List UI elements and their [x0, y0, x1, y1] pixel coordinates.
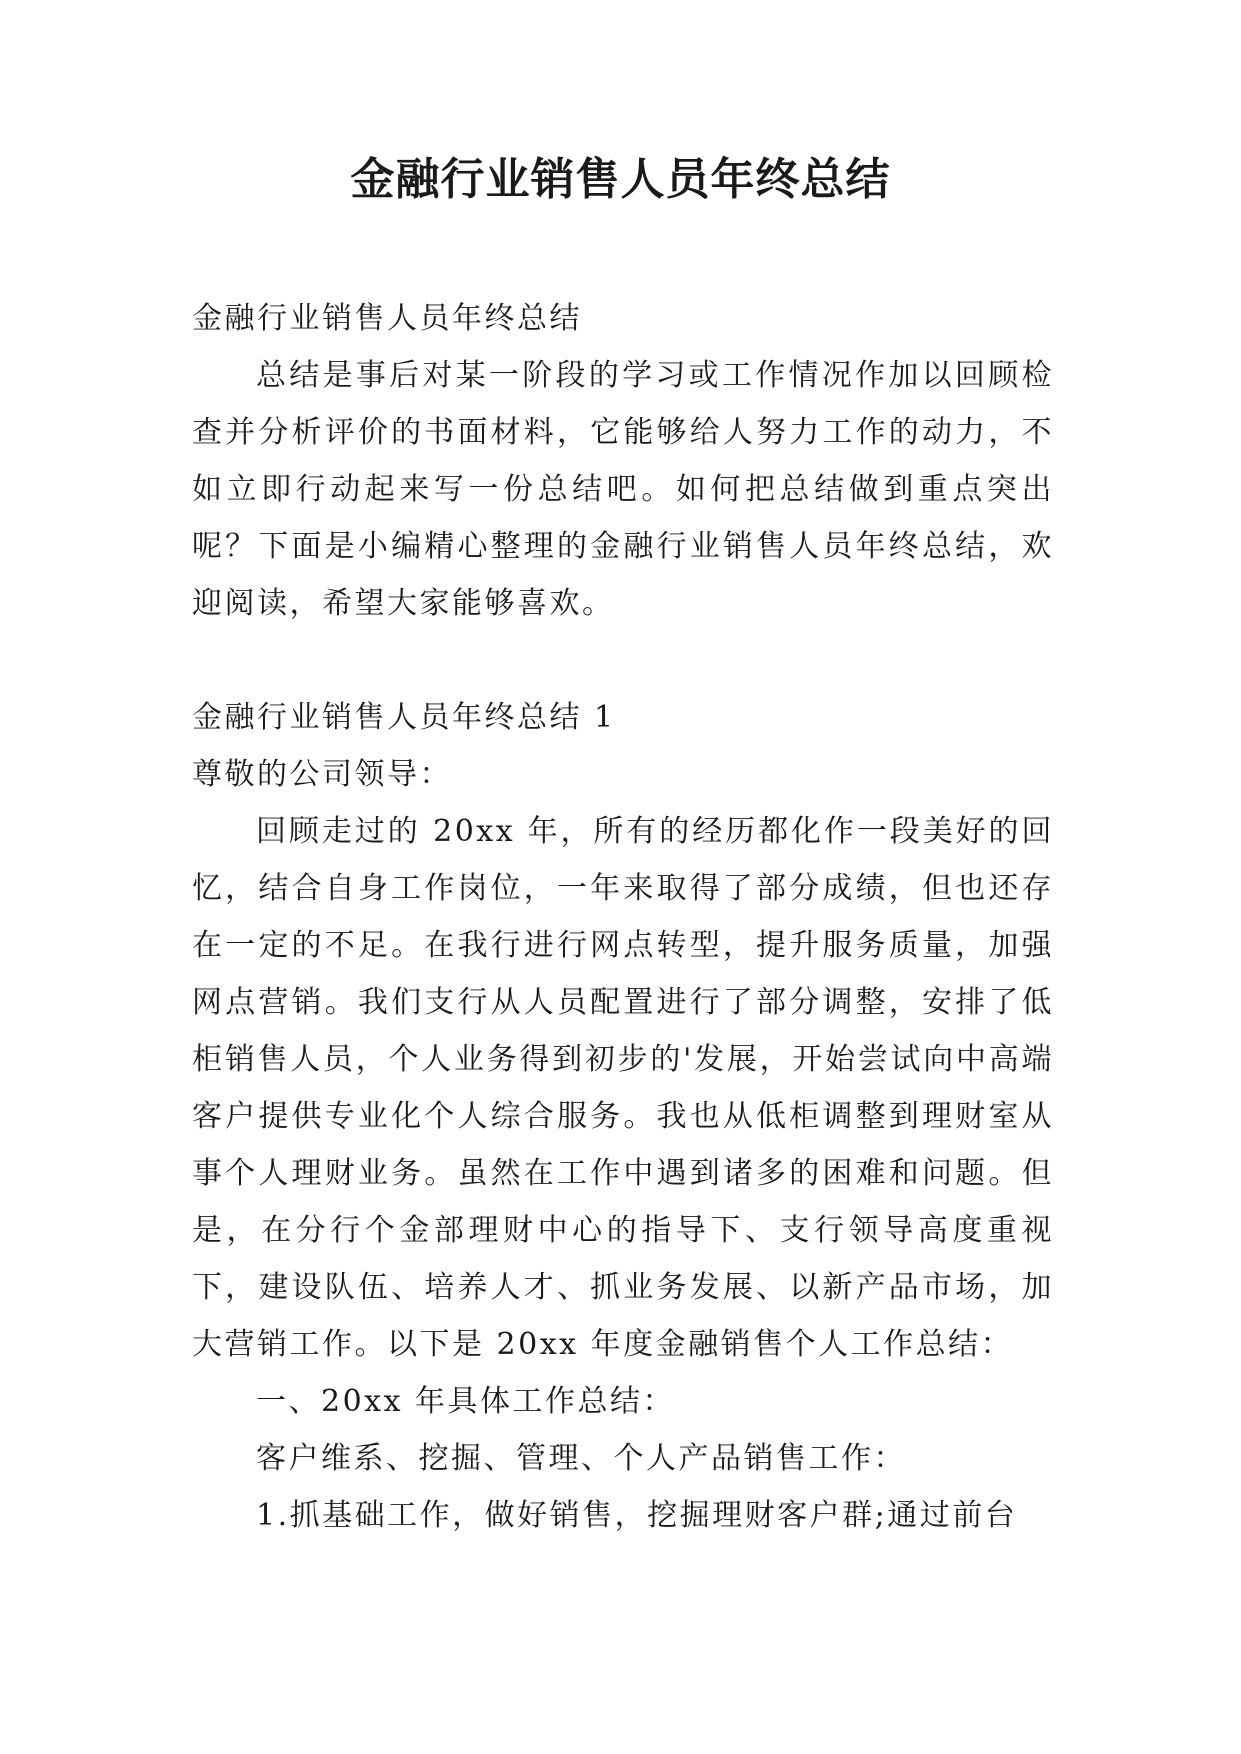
body-paragraph: 1.抓基础工作，做好销售，挖掘理财客户群;通过前台: [256, 1498, 1018, 1533]
section-gap: [192, 632, 1054, 689]
intro-paragraph: 总结是事后对某一阶段的学习或工作情况作加以回顾检查并分析评价的书面材料，它能够给人努力工作的动力，不如立即行动起来写一份总结吧。如何把总结做到重点突出呢？下面是小编精心整理的金融行业销售人员年终总结，欢迎阅读，希望大家能够喜欢。: [192, 358, 1054, 621]
document-title: 金融行业销售人员年终总结: [350, 154, 891, 205]
document-body: [192, 290, 1054, 1544]
section-heading: 金融行业销售人员年终总结 1: [192, 700, 616, 735]
body-paragraph: 回顾走过的 20xx 年，所有的经历都化作一段美好的回忆，结合自身工作岗位，一年来取得了部分成绩，但也还存在一定的不足。在我行进行网点转型，提升服务质量，加强网点营销。我们支行从人员配置进行了部分调整，安排了低柜销售人员，个人业务得到初步的'发展，开始尝试向中高端客户提供专业化个人综合服务。我也从低柜调整到理财室从事个人理财业务。虽然在工作中遇到诸多的困难和问题。但是，在分行个金部理财中心的指导下、支行领导高度重视下，建设队伍、培养人才、抓业务发展、以新产品市场，加大营销工作。以下是 20xx 年度金融销售个人工作总结：: [192, 814, 1054, 1362]
subheading: 一、20xx 年具体工作总结：: [256, 1384, 676, 1419]
salutation: 尊敬的公司领导：: [192, 757, 452, 792]
subtitle-paragraph: 金融行业销售人员年终总结: [192, 301, 582, 336]
body-paragraph: 客户维系、挖掘、管理、个人产品销售工作：: [256, 1441, 906, 1476]
